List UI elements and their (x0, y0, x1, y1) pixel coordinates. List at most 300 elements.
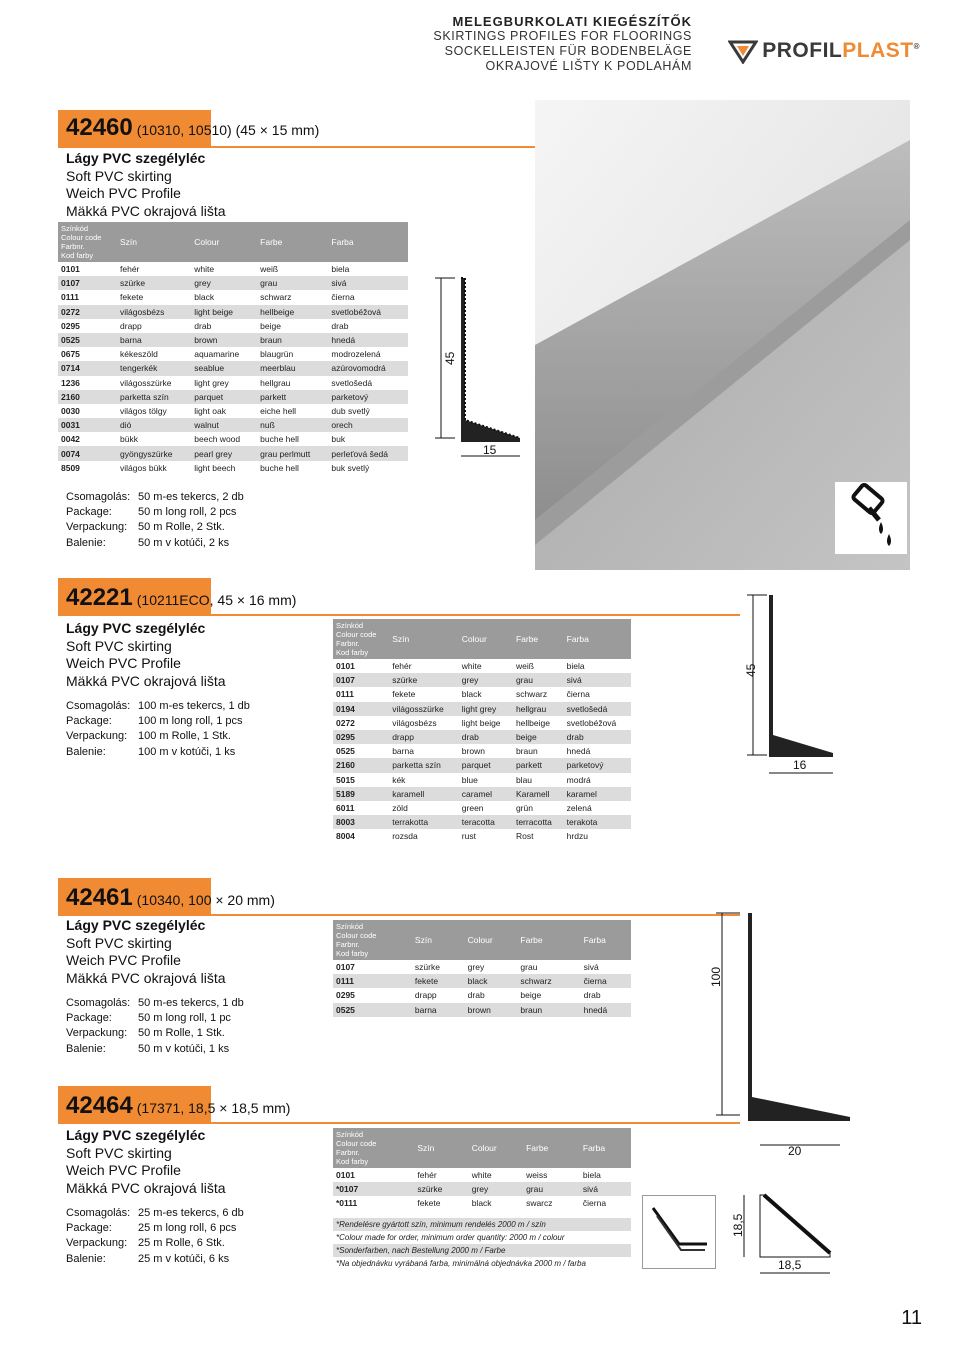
colour-name-cell: barna (117, 333, 191, 347)
colour-name-cell: beige (513, 730, 564, 744)
dim-top: 20 (788, 1144, 802, 1158)
colour-name-cell: parketový (328, 390, 408, 404)
product-subcode: (17371, 18,5 × 18,5 mm) (136, 1100, 291, 1116)
name-de: Weich PVC Profile (66, 185, 181, 201)
packaging-value: 50 m Rolle, 2 Stk. (138, 521, 225, 534)
header-colour-code (333, 920, 412, 960)
packaging-info (66, 490, 244, 551)
colour-name-cell: sivá (583, 962, 599, 973)
note-en: *Colour made for order, minimum order quantity: 2000 m / colour (336, 1233, 565, 1242)
colour-name-cell: biela (566, 661, 585, 672)
colour-name-cell: braun (257, 333, 328, 347)
packaging-label: Balenie: (66, 1042, 106, 1055)
colour-name-cell: zöld (392, 802, 408, 813)
header-col: Farba (580, 1128, 631, 1168)
packaging-value: 100 m Rolle, 1 Stk. (138, 730, 231, 743)
colour-name-cell: black (461, 689, 482, 700)
chemical-resistance-icon-box (835, 482, 907, 554)
header-col: Farbe (513, 619, 564, 659)
product-photo (535, 100, 910, 570)
packaging-row (66, 505, 244, 520)
table-header-row (333, 1128, 631, 1168)
colour-name-cell: schwarz (517, 974, 580, 988)
colour-name-cell: čierna (582, 1198, 607, 1209)
header-code-label: Colour code (336, 931, 377, 940)
colour-code-cell: 0107 (336, 962, 355, 973)
header-code-label: Farbnr. (336, 639, 360, 648)
packaging-row (66, 996, 244, 1011)
colour-code-cell: 8003 (333, 815, 389, 829)
colour-name-cell: brown (465, 1003, 518, 1017)
colour-name-cell: hnedá (328, 333, 408, 347)
colour-name-cell: brown (191, 333, 257, 347)
header-code-label: Colour code (61, 233, 102, 242)
colour-name-cell: schwarz (260, 292, 292, 303)
colour-name-cell: drab (459, 730, 513, 744)
packaging-value: 50 m long roll, 2 pcs (138, 506, 237, 519)
section-header-line (58, 1122, 740, 1124)
packaging-value: 100 m-es tekercs, 1 db (138, 700, 250, 712)
header-code-label: Kod farby (336, 949, 369, 958)
name-en: Soft PVC skirting (66, 167, 172, 184)
colour-code-cell: 0525 (333, 1003, 412, 1017)
colour-name-cell: pearl grey (191, 446, 257, 460)
colour-name-cell: blaugrün (260, 349, 294, 360)
packaging-label: Verpackung: (66, 521, 128, 534)
colour-name-cell: azúrovomodrá (328, 361, 408, 375)
product-subcode: (10340, 100 × 20 mm) (136, 892, 275, 908)
section-header-line (58, 914, 740, 916)
packaging-row (66, 745, 250, 760)
colour-code-cell: 0295 (336, 990, 355, 1001)
packaging-value: 100 m v kotúči, 1 ks (138, 745, 236, 758)
header-colour-code (333, 619, 389, 659)
packaging-row (66, 1011, 244, 1026)
colour-code-cell: 5015 (336, 774, 355, 785)
table-row (333, 815, 631, 829)
colour-name-cell: čierna (581, 974, 631, 988)
colour-code-cell: 0101 (61, 264, 80, 275)
table-row (58, 319, 408, 333)
colour-name-cell: buche hell (260, 462, 299, 473)
colour-name-cell: karamell (389, 787, 459, 801)
profile-drawing-42464 (730, 1135, 860, 1285)
table-row (58, 347, 408, 361)
colour-name-cell: svetlošedá (331, 377, 373, 388)
header-code-label: Colour code (336, 1139, 377, 1148)
header-code-label: Kod farby (61, 251, 94, 260)
colour-name-cell: terracotta (513, 815, 564, 829)
colour-name-cell: green (461, 802, 484, 813)
colour-name-cell: beige (520, 990, 542, 1001)
packaging-label: Package: (66, 506, 112, 519)
colour-code-cell: 0042 (61, 434, 80, 445)
colour-name-cell: drab (564, 730, 631, 744)
note-hu: *Rendelésre gyártott szín, minimum rendelés 2000 m / szín (333, 1218, 631, 1231)
colour-name-cell: drab (583, 990, 601, 1001)
colour-code-cell: 0074 (58, 446, 117, 460)
logo-mark-icon (728, 38, 758, 64)
name-sk: Mäkká PVC okrajová lišta (66, 202, 226, 219)
colour-name-cell: sivá (328, 276, 408, 290)
colour-code-cell: 1236 (61, 377, 80, 388)
corner-icon-box (642, 1195, 716, 1269)
product-subcode: (10211ECO, 45 × 16 mm) (136, 592, 297, 608)
name-de: Weich PVC Profile (66, 655, 181, 671)
header-col: Farba (581, 920, 631, 960)
logo-part1: PROFIL (762, 39, 843, 62)
colour-code-cell: 0111 (336, 689, 354, 700)
name-hu: Lágy PVC szegélyléc (66, 917, 206, 933)
colour-name-cell: čierna (331, 292, 355, 303)
dim-width: 18,5 (778, 1258, 802, 1272)
colour-code-cell: *0107 (333, 1182, 414, 1196)
colour-name-cell: black (471, 1198, 492, 1209)
header-code-label: Színkód (336, 922, 364, 931)
logo-reg: ® (913, 42, 920, 51)
colour-name-cell: világosszürke (120, 377, 172, 388)
table-row (58, 418, 408, 432)
product-code-line (66, 584, 296, 612)
table-row (58, 376, 408, 390)
table-row (333, 659, 631, 673)
colour-code-cell: 5189 (333, 787, 389, 801)
colour-name-cell: light beech (194, 462, 236, 473)
colour-code-cell: *0111 (336, 1198, 358, 1209)
colour-name-cell: light grey (194, 377, 229, 388)
colour-name-cell: rozsda (392, 831, 418, 842)
colour-name-cell: grey (459, 673, 513, 687)
colour-name-cell: parketta szín (117, 390, 191, 404)
packaging-label: Balenie: (66, 1252, 106, 1265)
corner-profile-icon (643, 1196, 715, 1268)
table-header-row (333, 619, 631, 659)
colour-name-cell: weiss (526, 1170, 548, 1181)
colour-name-cell: Rost (515, 831, 534, 842)
product-names (66, 917, 226, 987)
header-code-label: Farbnr. (336, 1148, 360, 1157)
header-code-label: Színkód (336, 1130, 364, 1139)
dim-height: 100 (709, 966, 723, 987)
header-colour-code (58, 222, 117, 262)
table-row (333, 974, 631, 988)
packaging-value: 50 m-es tekercs, 1 db (138, 997, 244, 1009)
dim-width: 15 (483, 443, 497, 457)
profilplast-logo (728, 38, 920, 64)
packaging-value: 25 m Rolle, 6 Stk. (138, 1237, 225, 1250)
colour-name-cell: fekete (417, 1198, 441, 1209)
colour-name-cell: grau perlmutt (257, 446, 328, 460)
dim-height: 45 (744, 663, 758, 677)
colour-name-cell: parkett (257, 390, 328, 404)
colour-name-cell: weiß (515, 661, 534, 672)
name-hu: Lágy PVC szegélyléc (66, 620, 206, 636)
colour-name-cell: fekete (412, 974, 465, 988)
packaging-info (66, 699, 250, 760)
colour-code-cell: 0107 (58, 276, 117, 290)
colour-code-cell: 0525 (336, 746, 355, 757)
colour-name-cell: black (465, 974, 518, 988)
table-row (58, 461, 408, 475)
header-col: Szín (414, 1128, 468, 1168)
colour-name-cell: fehér (392, 661, 412, 672)
header-code-label: Kod farby (336, 1157, 369, 1166)
colour-name-cell: rust (461, 831, 476, 842)
colour-name-cell: sivá (580, 1182, 631, 1196)
header-colour-code (333, 1128, 414, 1168)
colour-name-cell: drab (331, 320, 349, 331)
header-col: Farbe (257, 222, 328, 262)
packaging-info (66, 1206, 244, 1267)
header-col: Szín (389, 619, 459, 659)
colour-name-cell: beige (260, 320, 281, 331)
name-de: Weich PVC Profile (66, 952, 181, 968)
colour-name-cell: light beige (191, 305, 257, 319)
colour-name-cell: grey (191, 276, 257, 290)
colour-name-cell: grau (257, 276, 328, 290)
colour-code-cell: 0295 (333, 730, 389, 744)
colour-name-cell: sivá (564, 673, 631, 687)
product-code: 42221 (66, 584, 133, 611)
product-code: 42464 (66, 1092, 133, 1119)
name-hu: Lágy PVC szegélyléc (66, 150, 206, 166)
colour-name-cell: grau (520, 962, 538, 973)
colour-name-cell: schwarz (515, 689, 548, 700)
header-col: Colour (459, 619, 513, 659)
colour-name-cell: grau (513, 673, 564, 687)
colour-name-cell: parkett (513, 758, 564, 772)
profile-drawing-42460 (425, 270, 535, 470)
colour-name-cell: hnedá (581, 1003, 631, 1017)
colour-name-cell: szürke (117, 276, 191, 290)
colour-name-cell: svetlobéžová (328, 305, 408, 319)
title-de: SOCKELLEISTEN FÜR BODENBELÄGE (444, 44, 692, 58)
table-row (333, 1003, 631, 1017)
table-header-row (58, 222, 408, 262)
packaging-value: 25 m-es tekercs, 6 db (138, 1207, 244, 1219)
colour-table (333, 920, 631, 1017)
colour-name-cell: weiß (260, 264, 279, 275)
table-row (333, 1182, 631, 1196)
table-row (333, 687, 631, 701)
table-row (333, 744, 631, 758)
colour-table (333, 619, 631, 843)
header-code-label: Színkód (61, 224, 89, 233)
colour-name-cell: grey (469, 1182, 523, 1196)
name-sk: Mäkká PVC okrajová lišta (66, 672, 226, 689)
table-row (58, 262, 408, 276)
colour-name-cell: biela (582, 1170, 601, 1181)
table-row (333, 988, 631, 1002)
packaging-row (66, 1252, 244, 1267)
name-sk: Mäkká PVC okrajová lišta (66, 1179, 226, 1196)
colour-code-cell: 0714 (58, 361, 117, 375)
colour-name-cell: buk svetlý (331, 462, 370, 473)
packaging-info (66, 996, 244, 1057)
colour-name-cell: light beige (461, 717, 501, 728)
colour-table (58, 222, 408, 475)
colour-code-cell: 2160 (333, 758, 389, 772)
packaging-label: Csomagolás: (66, 1207, 131, 1219)
colour-name-cell: beech wood (194, 434, 241, 445)
packaging-label: Verpackung: (66, 1027, 128, 1040)
colour-name-cell: világos tölgy (120, 405, 167, 416)
colour-name-cell: seablue (191, 361, 257, 375)
name-en: Soft PVC skirting (66, 1144, 172, 1161)
packaging-row (66, 699, 250, 714)
colour-name-cell: grün (515, 802, 533, 813)
dim-width: 16 (793, 758, 807, 772)
colour-name-cell: aquamarine (194, 349, 240, 360)
packaging-row (66, 490, 244, 505)
header-code-label: Farbnr. (61, 242, 85, 251)
table-row (58, 432, 408, 446)
packaging-row (66, 729, 250, 744)
colour-name-cell: svetlošedá (564, 702, 631, 716)
product-names (66, 1127, 226, 1197)
colour-name-cell: blau (515, 774, 533, 785)
colour-code-cell: 2160 (58, 390, 117, 404)
packaging-row (66, 1026, 244, 1041)
colour-name-cell: parketta szín (389, 758, 459, 772)
colour-name-cell: terakota (564, 815, 631, 829)
packaging-label: Verpackung: (66, 730, 128, 743)
colour-name-cell: hellbeige (515, 717, 550, 728)
table-row (333, 673, 631, 687)
colour-name-cell: szürke (389, 673, 459, 687)
colour-name-cell: tengerkék (117, 361, 191, 375)
product-code: 42461 (66, 884, 133, 911)
colour-code-cell: 0111 (333, 974, 412, 988)
colour-name-cell: hellbeige (257, 305, 328, 319)
colour-name-cell: braun (517, 1003, 580, 1017)
table-row (333, 1196, 631, 1210)
header-col: Farba (564, 619, 631, 659)
colour-name-cell: buche hell (260, 434, 299, 445)
colour-name-cell: kék (392, 774, 406, 785)
packaging-label: Csomagolás: (66, 997, 131, 1009)
name-en: Soft PVC skirting (66, 934, 172, 951)
colour-name-cell: parquet (191, 390, 257, 404)
colour-name-cell: hellgrau (513, 702, 564, 716)
colour-name-cell: fekete (392, 689, 416, 700)
table-row (333, 773, 631, 787)
colour-code-cell: 0101 (336, 1170, 355, 1181)
table-row (333, 702, 631, 716)
page-number: 11 (901, 1307, 922, 1329)
colour-name-cell: swarcz (526, 1198, 553, 1209)
colour-code-cell: 0194 (333, 702, 389, 716)
colour-name-cell: gyöngyszürke (117, 446, 191, 460)
packaging-row (66, 1236, 244, 1251)
packaging-label: Balenie: (66, 745, 106, 758)
colour-name-cell: fehér (417, 1170, 437, 1181)
colour-name-cell: drapp (389, 730, 459, 744)
header-col: Szín (412, 920, 465, 960)
header-code-label: Colour code (336, 630, 377, 639)
colour-name-cell: light grey (459, 702, 513, 716)
header-col: Farbe (523, 1128, 580, 1168)
header-col: Colour (465, 920, 518, 960)
profile-drawing-42221 (735, 585, 845, 785)
table-row (333, 758, 631, 772)
colour-name-cell: szürke (414, 1182, 468, 1196)
colour-name-cell: karamel (564, 787, 631, 801)
colour-name-cell: walnut (191, 418, 257, 432)
header-col: Farba (328, 222, 408, 262)
product-code-line (66, 114, 319, 142)
packaging-row (66, 1221, 244, 1236)
name-sk: Mäkká PVC okrajová lišta (66, 969, 226, 986)
colour-name-cell: világosszürke (389, 702, 459, 716)
packaging-value: 50 m v kotúči, 2 ks (138, 536, 230, 549)
colour-name-cell: grey (467, 962, 485, 973)
colour-name-cell: svetlobéžová (566, 717, 617, 728)
note-sk: *Na objednávku vyrábaná farba, minimálná objednávka 2000 m / farba (336, 1259, 586, 1268)
table-row (58, 404, 408, 418)
product-names (66, 150, 226, 220)
colour-name-cell: eiche hell (260, 405, 297, 416)
packaging-label: Csomagolás: (66, 700, 131, 712)
colour-name-cell: modrá (566, 774, 591, 785)
table-row (58, 333, 408, 347)
colour-code-cell: 8509 (61, 462, 80, 473)
table-row (333, 730, 631, 744)
product-code-line (66, 884, 275, 912)
colour-code-cell: 0107 (333, 673, 389, 687)
colour-name-cell: buk (331, 434, 346, 445)
header-code-label: Színkód (336, 621, 364, 630)
colour-name-cell: parquet (459, 758, 513, 772)
packaging-row (66, 714, 250, 729)
colour-name-cell: drab (467, 990, 485, 1001)
packaging-value: 50 m-es tekercs, 2 db (138, 491, 244, 503)
packaging-value: 25 m v kotúči, 6 ks (138, 1252, 230, 1265)
colour-code-cell: 0272 (58, 305, 117, 319)
product-code: 42460 (66, 114, 133, 141)
colour-name-cell: orech (328, 418, 408, 432)
header-code-label: Kod farby (336, 648, 369, 657)
notes-block (333, 1218, 631, 1270)
name-hu: Lágy PVC szegélyléc (66, 1127, 206, 1143)
table-row (333, 960, 631, 974)
header-col: Colour (191, 222, 257, 262)
table-row (333, 1168, 631, 1182)
colour-name-cell: hnedá (566, 746, 591, 757)
colour-name-cell: dub svetlý (331, 405, 370, 416)
colour-name-cell: blue (461, 774, 478, 785)
section-header-line (58, 614, 740, 616)
colour-name-cell: dió (117, 418, 191, 432)
header-code-label: Farbnr. (336, 940, 360, 949)
header-col: Colour (469, 1128, 523, 1168)
colour-name-cell: čierna (566, 689, 590, 700)
colour-name-cell: light oak (194, 405, 226, 416)
colour-name-cell: terrakotta (389, 815, 459, 829)
colour-name-cell: drab (194, 320, 212, 331)
logo-part2: PLAST (842, 39, 914, 62)
packaging-value: 50 m Rolle, 1 Stk. (138, 1027, 225, 1040)
colour-name-cell: világos bükk (120, 462, 167, 473)
header-titles (433, 14, 692, 74)
packaging-label: Balenie: (66, 536, 106, 549)
table-row (58, 276, 408, 290)
name-en: Soft PVC skirting (66, 637, 172, 654)
colour-name-cell: meerblau (257, 361, 328, 375)
colour-name-cell: perleťová šedá (328, 446, 408, 460)
packaging-value: 50 m v kotúči, 1 ks (138, 1042, 230, 1055)
colour-name-cell: zelená (566, 802, 592, 813)
